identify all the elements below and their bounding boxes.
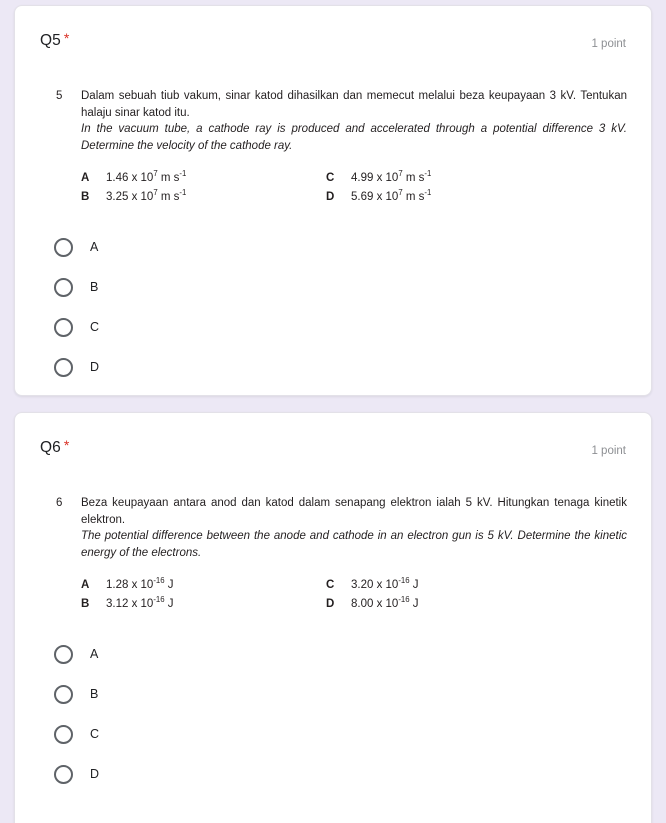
- answer-option-letter: D: [326, 598, 335, 610]
- answer-options-q5: [39, 170, 627, 205]
- radio-choice-c-q6[interactable]: [39, 714, 627, 754]
- answer-options-q6: [39, 577, 627, 612]
- radio-choice-label: C: [90, 727, 100, 741]
- radio-choice-label: D: [90, 767, 100, 781]
- radio-choice-label: A: [90, 240, 99, 254]
- question-title-q6: [40, 437, 69, 457]
- radio-button-icon[interactable]: [54, 765, 73, 784]
- question-text-q6: [81, 495, 627, 561]
- radio-choice-label: C: [90, 320, 100, 334]
- answer-option-letter: A: [81, 172, 90, 184]
- answer-option-value: 4.99 x $10^7$ m $s^{-1}$: [351, 169, 432, 184]
- question-text-english-q5: In the vacuum tube, a cathode ray is produced and accelerated through a potential difference 3 kV. Determine the velocity of the cathode ray.: [81, 123, 627, 152]
- radio-button-icon[interactable]: [54, 318, 73, 337]
- radio-choice-label: D: [90, 360, 100, 374]
- radio-choice-label: B: [90, 280, 99, 294]
- radio-button-icon[interactable]: [54, 725, 73, 744]
- question-number-q6: 6: [56, 497, 63, 509]
- answer-option-b-q5: [81, 189, 326, 205]
- question-card-q6: [14, 412, 652, 823]
- question-title-q5: [40, 30, 69, 50]
- required-asterisk-q5: *: [63, 30, 70, 46]
- question-body-q6: [15, 495, 651, 612]
- question-points-q5: 1 point: [591, 38, 626, 50]
- answer-option-value: 3.25 x $10^7$ m $s^{-1}$: [106, 188, 187, 203]
- radio-choice-label: A: [90, 647, 99, 661]
- question-body-q5: [15, 88, 651, 205]
- question-statement-row-q5: [39, 88, 627, 154]
- radio-choice-b-q5[interactable]: [39, 267, 627, 307]
- answer-option-c-q6: [326, 577, 627, 593]
- question-title-text-q6: Q6: [40, 439, 61, 456]
- answer-option-value: 3.12 x $10^{-16}$ J: [106, 595, 174, 610]
- question-statement-row-q6: [39, 495, 627, 561]
- answer-option-letter: C: [326, 172, 335, 184]
- answer-option-value: 8.00 x $10^{-16}$ J: [351, 595, 419, 610]
- radio-button-icon[interactable]: [54, 358, 73, 377]
- answer-option-value: 1.46 x $10^7$ m $s^{-1}$: [106, 169, 187, 184]
- radio-choice-c-q5[interactable]: [39, 307, 627, 347]
- question-points-q6: 1 point: [591, 445, 626, 457]
- radio-choice-a-q6[interactable]: [39, 634, 627, 674]
- answer-options-grid-q6: [81, 577, 627, 612]
- answer-option-a-q5: [81, 170, 326, 186]
- radio-button-icon[interactable]: [54, 238, 73, 257]
- answer-option-b-q6: [81, 596, 326, 612]
- answer-option-d-q5: [326, 189, 627, 205]
- answer-option-value: 3.20 x $10^{-16}$ J: [351, 576, 419, 591]
- question-header-q5: [15, 6, 651, 52]
- answer-options-grid-q5: [81, 170, 627, 205]
- answer-option-value: 5.69 x $10^7$ m $s^{-1}$: [351, 188, 432, 203]
- answer-option-letter: B: [81, 598, 90, 610]
- radio-button-icon[interactable]: [54, 645, 73, 664]
- answer-option-d-q6: [326, 596, 627, 612]
- required-asterisk-q6: *: [63, 437, 70, 453]
- answer-option-a-q6: [81, 577, 326, 593]
- answer-option-letter: D: [326, 191, 335, 203]
- answer-option-value: 1.28 x $10^{-16}$ J: [106, 576, 174, 591]
- radio-choice-d-q5[interactable]: [39, 347, 627, 387]
- question-text-english-q6: The potential difference between the anode and cathode in an electron gun is 5 kV. Determine the kinetic energy of the electrons.: [81, 530, 627, 559]
- radio-choice-d-q6[interactable]: [39, 754, 627, 794]
- radio-choice-a-q5[interactable]: [39, 227, 627, 267]
- question-title-text-q5: Q5: [40, 32, 61, 49]
- answer-option-letter: C: [326, 579, 335, 591]
- radio-choice-label: B: [90, 687, 99, 701]
- question-text-malay-q5: Dalam sebuah tiub vakum, sinar katod dihasilkan dan memecut melalui beza keupayaan 3 kV. Tentukan halaju sinar katod itu.: [81, 90, 627, 119]
- radio-group-q5[interactable]: [15, 227, 651, 387]
- question-number-q5: 5: [56, 90, 63, 102]
- question-header-q6: [15, 413, 651, 459]
- radio-choice-b-q6[interactable]: [39, 674, 627, 714]
- question-text-q5: [81, 88, 627, 154]
- radio-button-icon[interactable]: [54, 278, 73, 297]
- answer-option-c-q5: [326, 170, 627, 186]
- answer-option-letter: B: [81, 191, 90, 203]
- radio-group-q6[interactable]: [15, 634, 651, 794]
- answer-option-letter: A: [81, 579, 90, 591]
- radio-button-icon[interactable]: [54, 685, 73, 704]
- question-text-malay-q6: Beza keupayaan antara anod dan katod dalam senapang elektron ialah 5 kV. Hitungkan tenaga kinetik elektron.: [81, 497, 627, 526]
- question-card-q5: [14, 5, 652, 396]
